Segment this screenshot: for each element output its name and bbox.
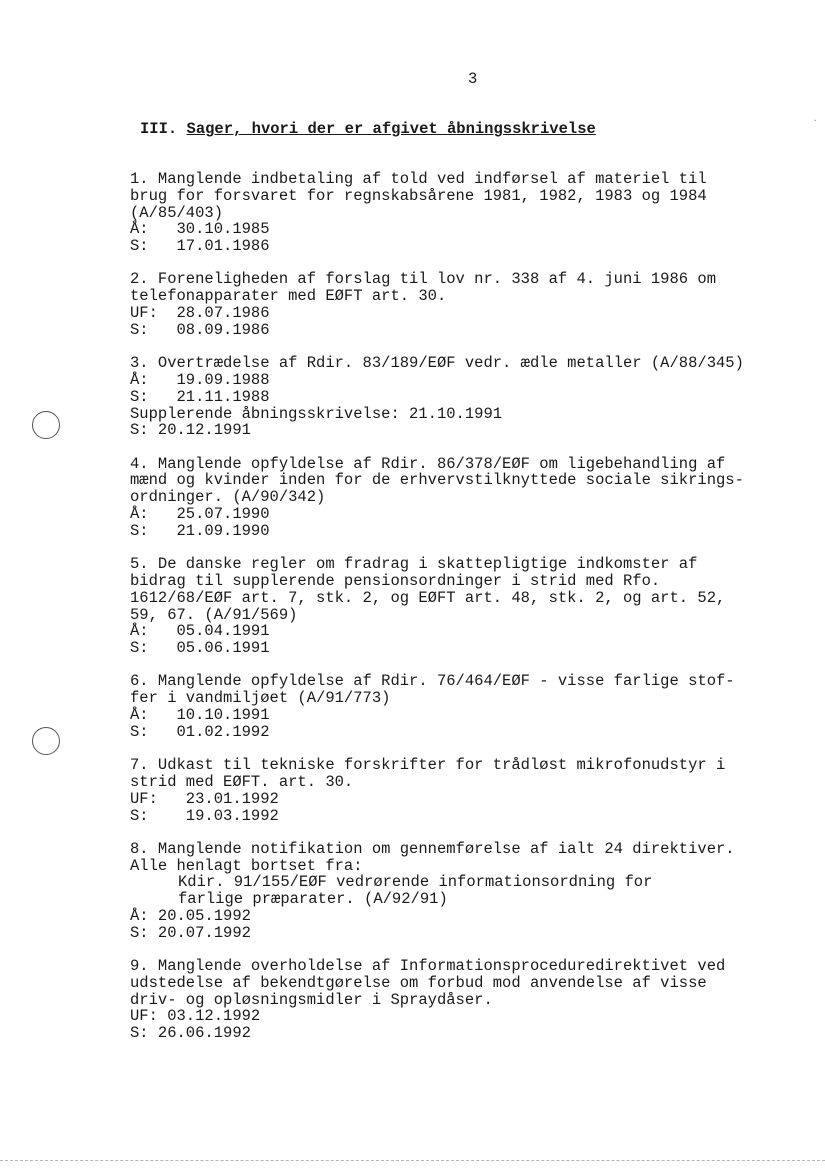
case-text-line: UF: 28.07.1986	[130, 304, 270, 323]
case-text-line: brug for forsvaret for regnskabsårene 1981, 1982, 1983 og 1984	[130, 186, 707, 205]
case-text-line: fer i vandmiljøet (A/91/773)	[130, 689, 391, 708]
punch-hole-mark	[32, 727, 60, 755]
case-item	[130, 958, 820, 1042]
case-text-line: 3. Overtrædelse af Rdir. 83/189/EØF vedr. ædle metaller (A/88/345)	[130, 354, 744, 373]
case-text-line: bidrag til supplerende pensionsordninger i strid med Rfo.	[130, 571, 661, 590]
case-text-line: udstedelse af bekendtgørelse om forbud mod anvendelse af visse	[130, 973, 707, 992]
case-text-line: Å: 20.05.1992	[130, 906, 251, 925]
case-item	[130, 271, 820, 338]
case-text-line: 59, 67. (A/91/569)	[130, 605, 298, 624]
margin-mark: `	[812, 120, 819, 131]
case-text-line: telefonapparater med EØFT art. 30.	[130, 287, 447, 306]
case-text-line: 1612/68/EØF art. 7, stk. 2, og EØFT art. 48, stk. 2, og art. 52,	[130, 588, 726, 607]
case-text-line: driv- og opløsningsmidler i Spraydåser.	[130, 990, 493, 1009]
case-text-line: Alle henlagt bortset fra:	[130, 856, 363, 875]
case-text-line: S: 19.03.1992	[130, 806, 279, 825]
case-item	[130, 673, 820, 740]
case-text-line: S: 01.02.1992	[130, 722, 270, 741]
case-text-line: 2. Foreneligheden af forslag til lov nr. 338 af 4. juni 1986 om	[130, 270, 716, 289]
section-heading	[140, 121, 596, 138]
section-numeral: III.	[140, 120, 178, 138]
case-text-line: 4. Manglende opfyldelse af Rdir. 86/378/EØF om ligebehandling af	[130, 454, 726, 473]
case-item	[130, 556, 820, 657]
case-item	[130, 171, 820, 255]
case-text-line: 6. Manglende opfyldelse af Rdir. 76/464/EØF - visse farlige stof-	[130, 672, 735, 691]
case-text-line: UF: 03.12.1992	[130, 1007, 261, 1026]
case-text-line: UF: 23.01.1992	[130, 789, 279, 808]
case-item	[130, 757, 820, 824]
case-item	[130, 841, 820, 942]
case-text-line: 1. Manglende indbetaling af told ved indførsel af materiel til	[130, 170, 707, 188]
punch-hole-mark	[32, 411, 60, 439]
case-text-line: S: 21.11.1988	[130, 387, 270, 406]
case-text-line: S: 21.09.1990	[130, 521, 270, 540]
case-text-line: ordninger. (A/90/342)	[130, 488, 326, 507]
case-text-line: S: 05.06.1991	[130, 639, 270, 658]
case-text-line: 8. Manglende notifikation om gennemførelse af ialt 24 direktiver.	[130, 839, 735, 858]
case-text-line: strid med EØFT. art. 30.	[130, 772, 354, 791]
case-list	[130, 171, 820, 1059]
case-text-line: S: 26.06.1992	[130, 1024, 251, 1043]
case-text-line: S: 20.07.1992	[130, 923, 251, 942]
page-edge	[0, 1160, 825, 1161]
case-text-line: Å: 30.10.1985	[130, 220, 270, 239]
case-text-line: 7. Udkast til tekniske forskrifter for trådløst mikrofonudstyr i	[130, 756, 726, 775]
case-item	[130, 456, 820, 540]
case-text-line: mænd og kvinder inden for de erhvervstilknyttede sociale sikrings-	[130, 471, 744, 490]
case-text-line: S: 17.01.1986	[130, 237, 270, 256]
case-text-line: Supplerende åbningsskrivelse: 21.10.1991	[130, 404, 503, 423]
case-text-line: Å: 05.04.1991	[130, 622, 270, 641]
case-item	[130, 355, 820, 439]
case-text-line: 9. Manglende overholdelse af Informationsproceduredirektivet ved	[130, 957, 726, 976]
case-text-line: farlige præparater. (A/92/91)	[178, 890, 448, 909]
section-title: Sager, hvori der er afgivet åbningsskrivelse	[186, 120, 596, 138]
case-text-line: 5. De danske regler om fradrag i skattepligtige indkomster af	[130, 555, 698, 574]
case-text-line: S: 20.12.1991	[130, 421, 251, 440]
page-number: 3	[468, 70, 478, 88]
case-text-line: Å: 19.09.1988	[130, 370, 270, 389]
case-text-line: Å: 25.07.1990	[130, 505, 270, 524]
case-text-line: S: 08.09.1986	[130, 320, 270, 339]
case-text-line: Kdir. 91/155/EØF vedrørende informationsordning for	[178, 873, 653, 892]
case-text-line: Å: 10.10.1991	[130, 706, 270, 725]
case-text-line: (A/85/403)	[130, 203, 224, 222]
